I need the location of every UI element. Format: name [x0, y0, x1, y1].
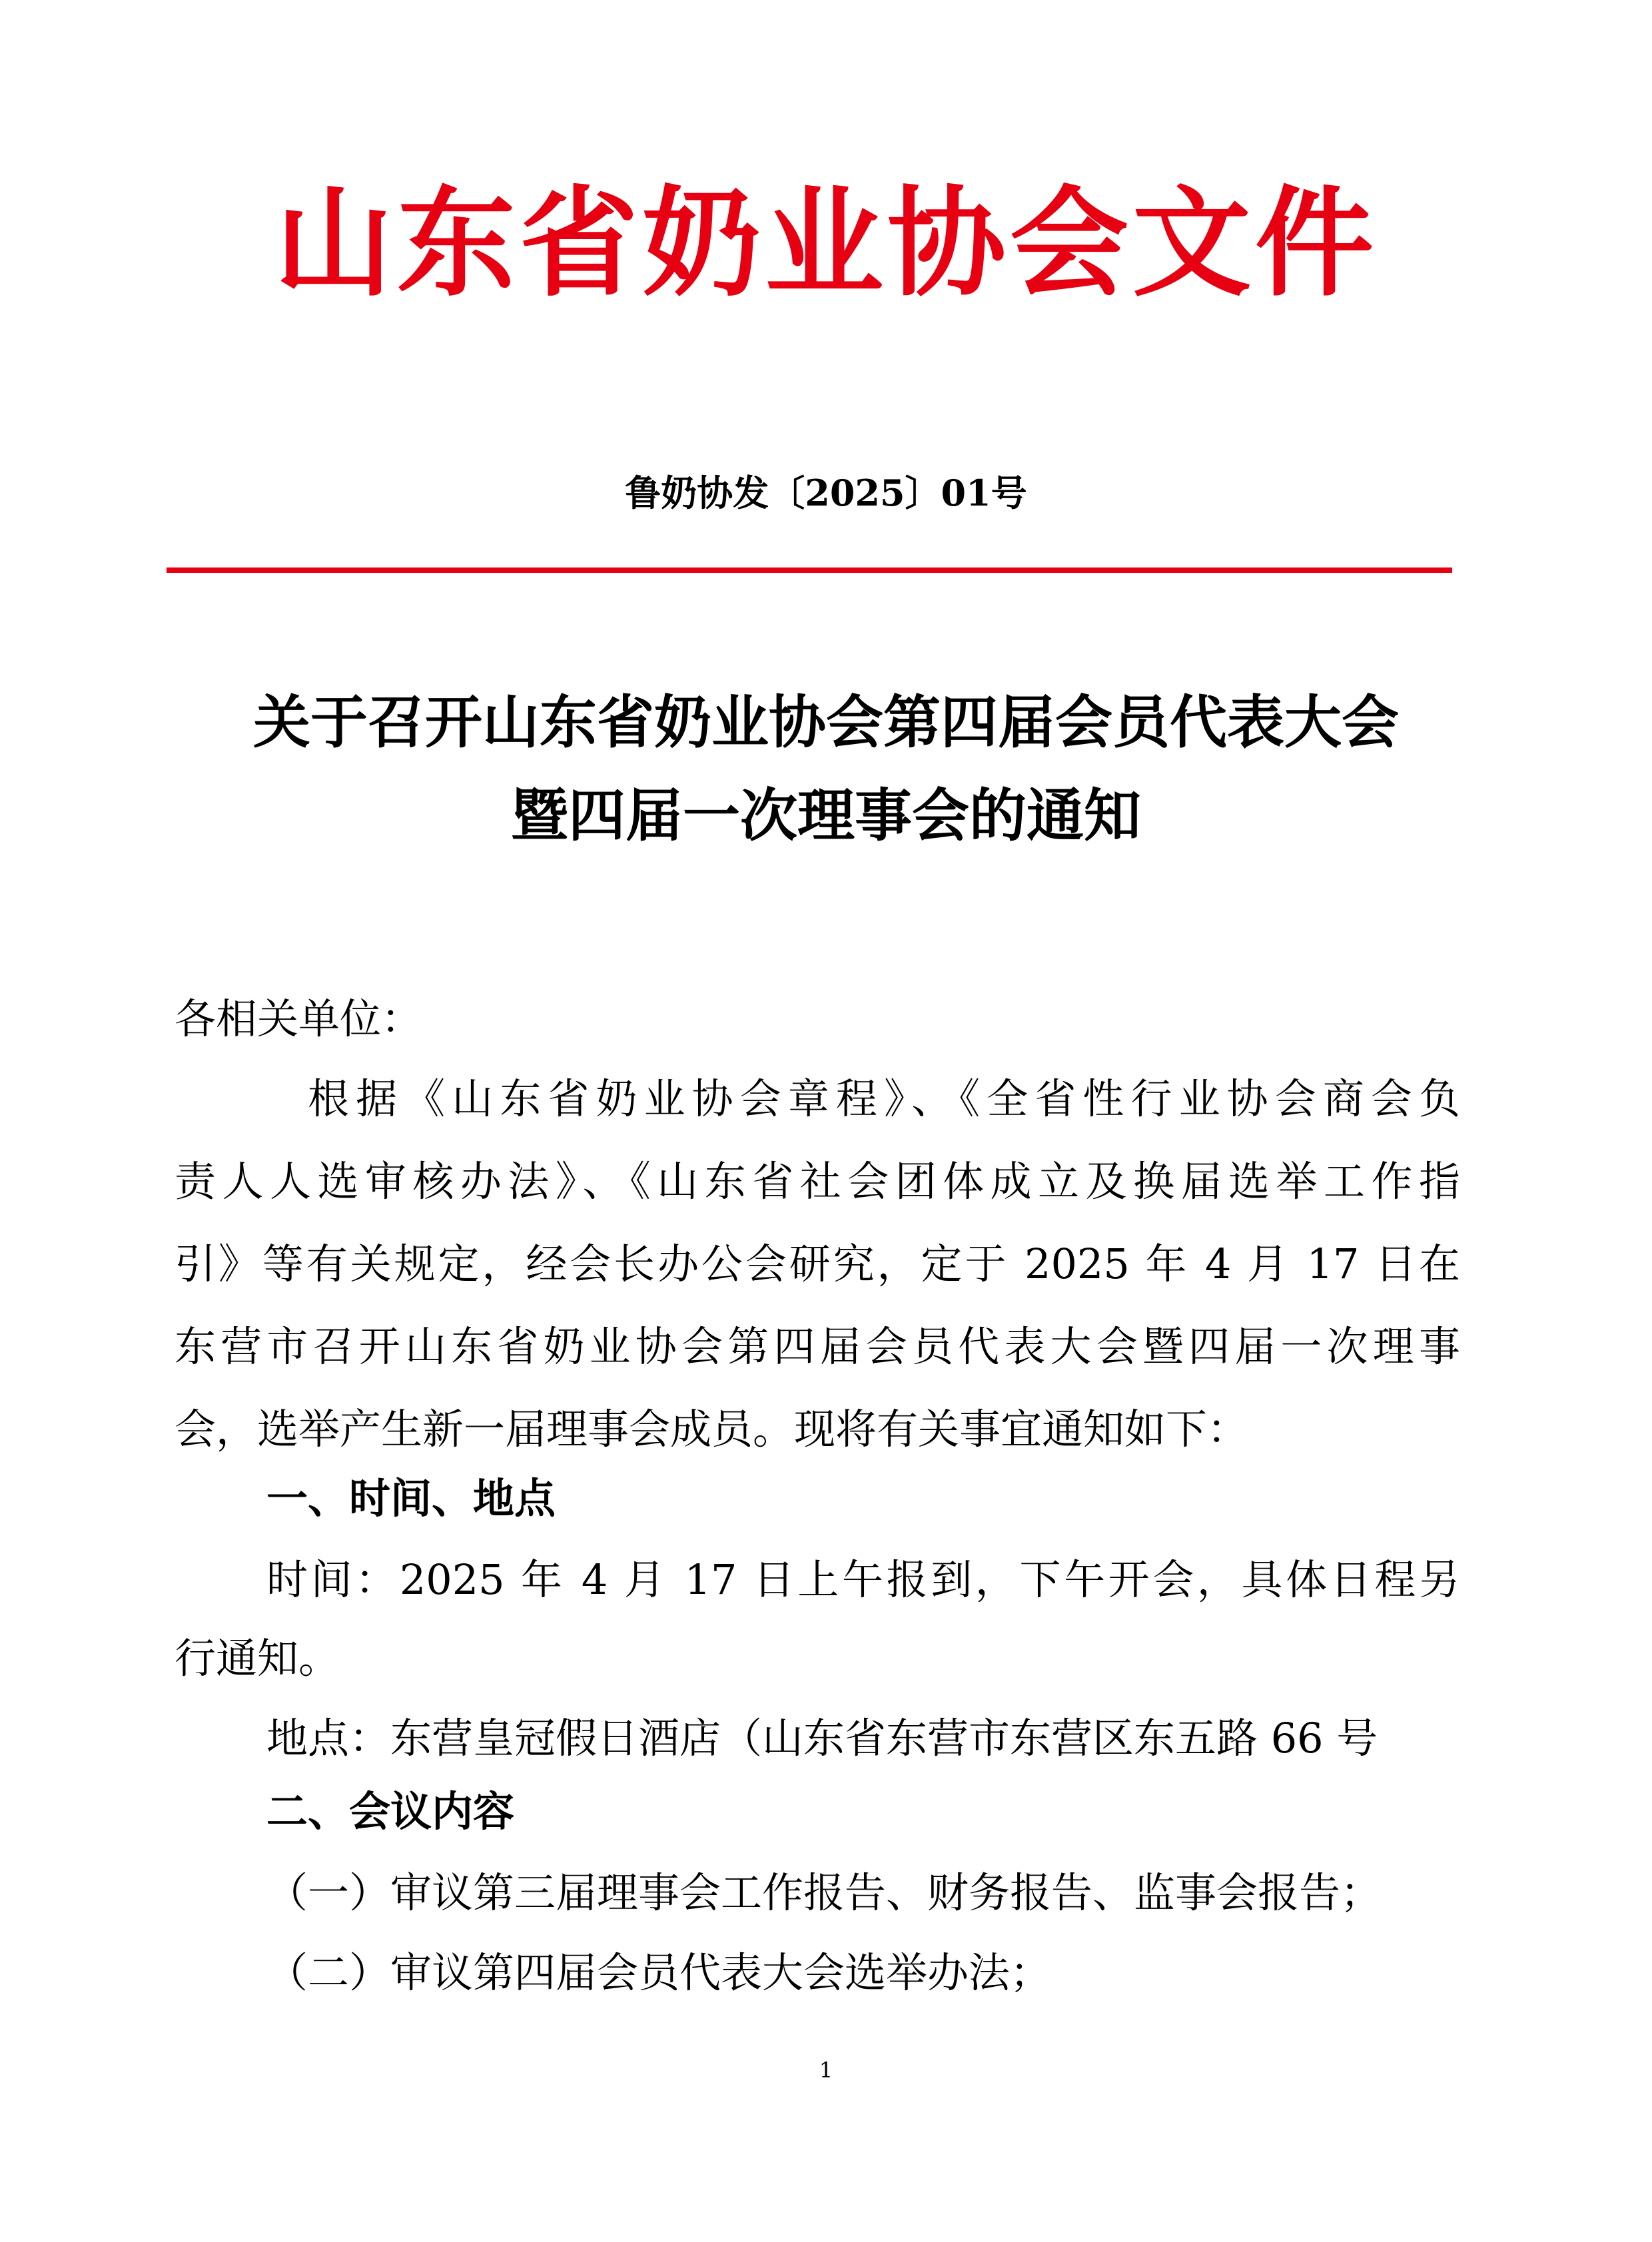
- paragraph-line: 东营市召开山东省奶业协会第四届会员代表大会暨四届一次理事: [175, 1322, 1460, 1371]
- notice-title: [167, 676, 1485, 863]
- notice-title-line-2: 暨四届一次理事会的通知: [511, 782, 1141, 849]
- paragraph-line: 根据《山东省奶业协会章程》、《全省性行业协会商会负: [308, 1074, 1460, 1123]
- red-header-title: 山东省奶业协会文件: [274, 173, 1378, 312]
- time-line-continued: 行通知。: [175, 1634, 340, 1682]
- paragraph-line: 引》等有关规定，经会长办公会研究，定于 2025 年 4 月 17 日在: [175, 1240, 1460, 1288]
- section-heading-time-place: 一、时间、地点: [266, 1474, 556, 1523]
- page-number: 1: [819, 2057, 833, 2083]
- time-line: 时间：2025 年 4 月 17 日上午报到，下午开会，具体日程另: [266, 1555, 1460, 1604]
- agenda-item: （二）审议第四届会员代表大会选举办法；: [266, 1948, 1052, 1997]
- salutation: 各相关单位：: [175, 994, 423, 1043]
- notice-title-line-1: 关于召开山东省奶业协会第四届会员代表大会: [253, 689, 1399, 756]
- agenda-item: （一）审议第三届理事会工作报告、财务报告、监事会报告；: [266, 1868, 1382, 1917]
- place-line: 地点：东营皇冠假日酒店（山东省东营市东营区东五路 66 号: [266, 1714, 1378, 1762]
- paragraph-line: 会，选举产生新一届理事会成员。现将有关事宜通知如下：: [175, 1405, 1249, 1453]
- section-heading-meeting-content: 二、会议内容: [266, 1787, 515, 1836]
- red-divider-line: [167, 567, 1452, 573]
- document-number: 鲁奶协发〔2025〕01号: [625, 472, 1027, 514]
- paragraph-line: 责人人选审核办法》、《山东省社会团体成立及换届选举工作指: [175, 1157, 1460, 1206]
